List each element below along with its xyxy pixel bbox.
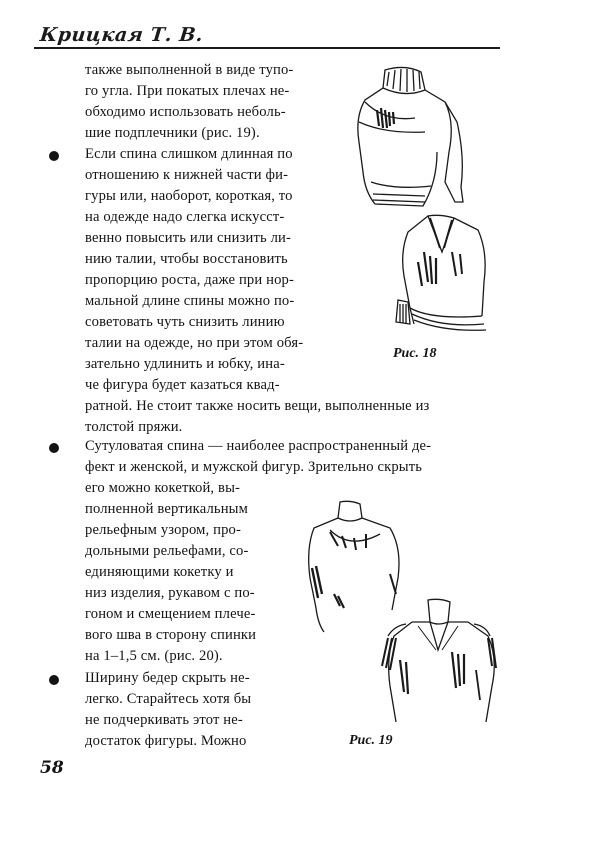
text-line: Ширину бедер скрыть не- [85, 670, 250, 686]
text-line: не подчеркивать этот не- [85, 712, 243, 728]
text-line: его можно кокеткой, вы- [85, 480, 241, 496]
text-line: на одежде надо слегка искусст- [85, 209, 285, 225]
text-line: достаток фигуры. Можно [85, 733, 247, 749]
text-line: на 1–1,5 см. (рис. 20). [85, 648, 223, 664]
text-line: толстой пряжи. [85, 419, 183, 435]
text-line: Если спина слишком длинная по [85, 146, 293, 162]
text-line: обходимо использовать неболь- [85, 104, 286, 120]
figure-19-front-view-drawing [378, 596, 508, 736]
figure-18-sweater-drawing [345, 62, 475, 212]
text-line: гуры или, наоборот, короткая, то [85, 188, 293, 204]
text-line: дольными рельефами, со- [85, 543, 249, 559]
bullet-marker [49, 443, 59, 453]
figure-18-caption: Рис. 18 [393, 346, 437, 361]
text-line: пропорцию роста, даже при нор- [85, 272, 294, 288]
text-line: Сутуловатая спина — наиболее распространенный де- [85, 438, 432, 454]
text-line: рельефным узором, про- [85, 522, 242, 538]
text-line: зательно удлинить и юбку, ина- [85, 356, 285, 372]
text-line: единяющими кокетку и [85, 564, 234, 580]
text-line: венно повысить или снизить ли- [85, 230, 291, 246]
text-line: че фигура будет казаться квад- [85, 377, 280, 393]
text-line: шие подплечники (рис. 19). [85, 125, 260, 141]
text-line: гоном и смещением плече- [85, 606, 256, 622]
running-header-author: Крицкая Т. В. [38, 24, 205, 46]
figure-19-caption: Рис. 19 [349, 733, 393, 748]
text-line: ратной. Не стоит также носить вещи, выполненные из [85, 398, 430, 414]
text-line: также выполненной в виде тупо- [85, 62, 294, 78]
text-line: го угла. При покатых плечах не- [85, 83, 290, 99]
bullet-marker [49, 675, 59, 685]
text-line: талии на одежде, но при этом обя- [85, 335, 304, 351]
text-line: нию талии, чтобы восстановить [85, 251, 288, 267]
page-number: 58 [40, 758, 64, 778]
header-rule [34, 47, 500, 49]
text-line: легко. Старайтесь хотя бы [85, 691, 252, 707]
text-line: отношению к нижней части фи- [85, 167, 289, 183]
text-line: низ изделия, рукавом с по- [85, 585, 255, 601]
bullet-marker [49, 151, 59, 161]
text-line: вого шва в сторону спинки [85, 627, 257, 643]
figure-18-vneck-drawing [392, 212, 502, 342]
text-line: советовать чуть снизить линию [85, 314, 285, 330]
text-line: полненной вертикальным [85, 501, 248, 517]
text-line: мальной длине спины можно по- [85, 293, 295, 309]
text-line: фект и женской, и мужской фигур. Зрительно скрыть [85, 459, 423, 475]
